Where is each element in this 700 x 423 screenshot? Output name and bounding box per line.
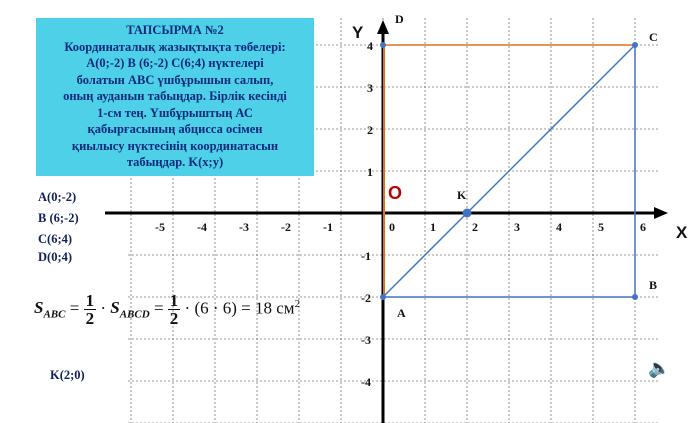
formula-sup: 2 [294, 297, 301, 310]
point-label-c: C [649, 30, 658, 44]
point-k [463, 209, 472, 218]
zero-label: 0 [389, 220, 395, 234]
y-axis-label: Y [352, 23, 364, 42]
figure [380, 42, 638, 300]
x-axis-label: X [676, 223, 688, 242]
task-line: табыңдар. K(x;y) [126, 155, 224, 169]
point-c [632, 42, 638, 48]
x-tick-label: 4 [556, 220, 562, 234]
point-a [380, 294, 386, 300]
x-tick-label: 1 [430, 220, 436, 234]
task-line: оның ауданын табыңдар. Бірлік кесінді [63, 89, 287, 103]
formula-sub: ABC [43, 308, 66, 321]
point-label-a: A [397, 306, 406, 320]
point-labels [352, 12, 688, 320]
task-line: A(0;-2) B (6;-2) C(6;4) нүктелері [86, 56, 264, 70]
task-line: болатын АВС үшбұрышын салып, [76, 72, 274, 87]
y-tick-label: 2 [367, 123, 373, 137]
formula-s: S [34, 298, 44, 318]
fraction-den: 2 [85, 309, 95, 328]
x-tick-label: -5 [155, 220, 165, 234]
formula-sub2: ABCD [119, 308, 150, 321]
y-tick-label: 1 [367, 165, 373, 179]
y-tick-label: -4 [361, 375, 371, 389]
x-tick-label: -4 [197, 220, 207, 234]
y-tick-label: 4 [367, 39, 373, 53]
y-tick-label: -3 [361, 333, 371, 347]
point-d [380, 42, 386, 48]
x-axis-arrow [654, 207, 668, 219]
side-point-a: A(0;-2) [38, 190, 77, 204]
y-tick-label: -1 [361, 249, 371, 263]
formula-eq: = [65, 298, 84, 318]
formula-eq2: = [149, 298, 168, 318]
fraction2-num: 1 [169, 291, 179, 310]
y-tick-label: -2 [361, 291, 371, 305]
x-tick-label: -1 [323, 220, 333, 234]
fraction-num: 1 [85, 291, 95, 310]
task-line: қабырғасының абцисса осімен [87, 122, 263, 136]
task-line: қиылысу нүктесінің координатасын [71, 138, 279, 153]
origin-label: O [388, 183, 403, 203]
x-tick-label: -3 [239, 220, 249, 234]
side-point-d: D(0;4) [38, 250, 73, 264]
formula-s2: S [110, 298, 120, 318]
speaker-icon[interactable]: 🔈 [648, 358, 671, 378]
fraction-2 [168, 292, 181, 327]
side-point-c: C(6;4) [38, 232, 73, 246]
point-label-d: D [395, 12, 404, 26]
answer-k: K(2;0) [50, 368, 85, 382]
task-line: ТАПСЫРМА №2 [126, 23, 224, 37]
task-box [36, 18, 314, 176]
x-tick-label: 6 [640, 220, 646, 234]
side-point-b: B (6;-2) [38, 211, 79, 225]
point-b [632, 294, 638, 300]
x-tick-label: 5 [598, 220, 604, 234]
formula-tail: · (6 · 6) = 18 см [180, 298, 295, 318]
y-tick-label: 3 [367, 81, 373, 95]
area-formula [34, 292, 300, 327]
point-label-b: B [649, 278, 658, 292]
fraction2-den: 2 [169, 309, 179, 328]
formula-dot: · [96, 298, 111, 318]
fraction-1 [84, 292, 97, 327]
x-tick-label: 3 [514, 220, 520, 234]
task-line: Координаталық жазықтықта төбелері: [64, 39, 286, 54]
task-line: 1-см тең. Үшбұрыштың АС [97, 105, 253, 120]
point-label-k: K [457, 188, 467, 202]
y-axis-arrow [377, 20, 389, 34]
x-tick-label: -2 [281, 220, 291, 234]
x-tick-label: 2 [472, 220, 478, 234]
